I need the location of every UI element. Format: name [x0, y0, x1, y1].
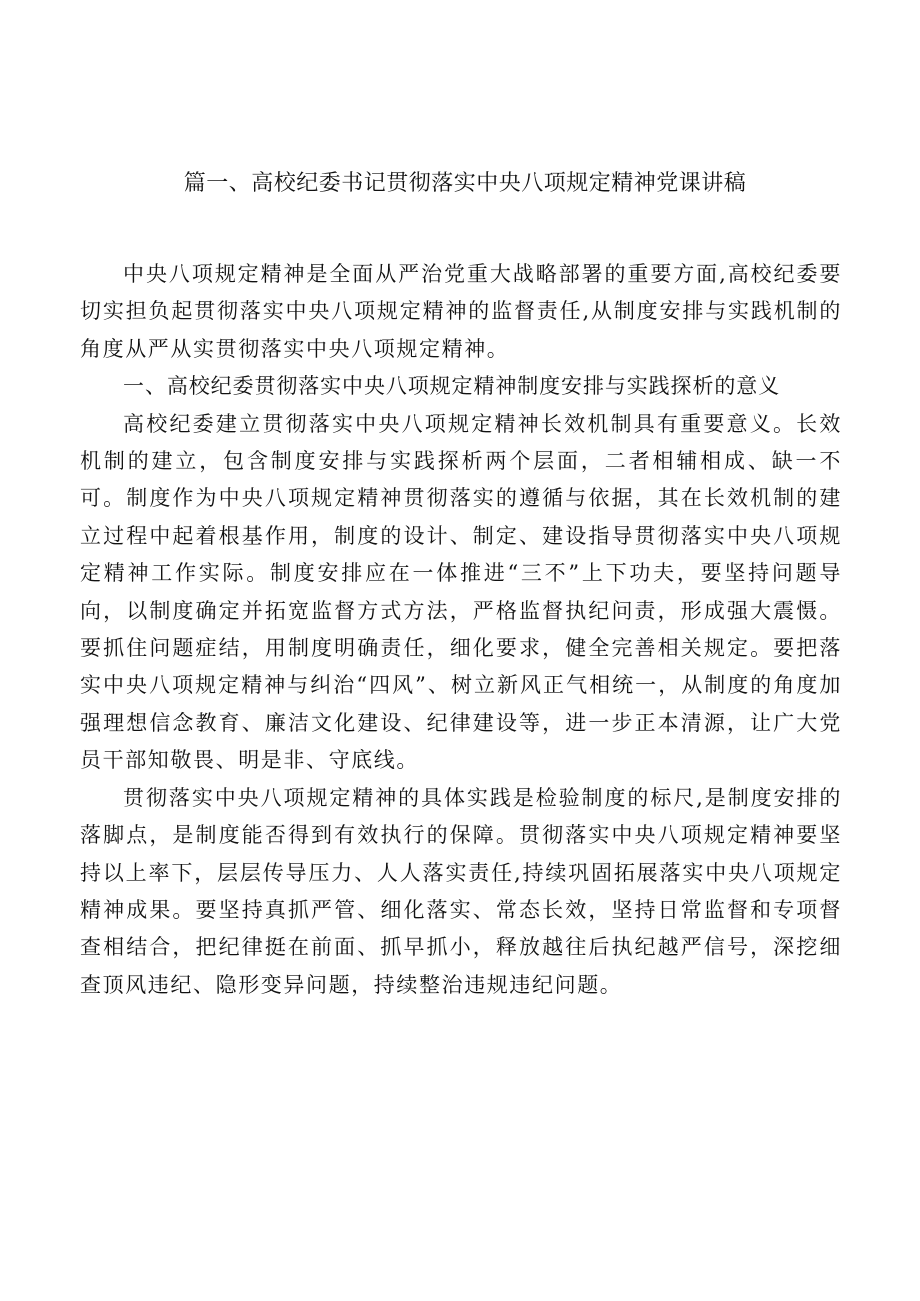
intro-paragraph: 中央八项规定精神是全面从严治党重大战略部署的重要方面,高校纪委要切实担负起贯彻落实中央八项规定精神的监督责任,从制度安排与实践机制的角度从严从实贯彻落实中央八项规定精神。 — [80, 262, 842, 361]
section-heading: 一、高校纪委贯彻落实中央八项规定精神制度安排与实践探析的意义 — [123, 374, 781, 399]
document-title: 篇一、高校纪委书记贯彻落实中央八项规定精神党课讲稿 — [183, 171, 747, 196]
body-paragraph: 贯彻落实中央八项规定精神的具体实践是检验制度的标尺,是制度安排的落脚点，是制度能否得到有效执行的保障。贯彻落实中央八项规定精神要坚持以上率下，层层传导压力、人人落实责任,持续巩固拓展落实中央八项规定精神成果。要坚持真抓严管、细化落实、常态长效，坚持日常监督和专项督查相结合，把纪律挺在前面、抓早抓小，释放越往后执纪越严信号，深挖细查顶风违纪、隐形变异问题，持续整治违规违纪问题。 — [80, 785, 842, 997]
document-body — [80, 256, 842, 1004]
body-paragraph: 高校纪委建立贯彻落实中央八项规定精神长效机制具有重要意义。长效机制的建立，包含制度安排与实践探析两个层面，二者相辅相成、缺一不可。制度作为中央八项规定精神贯彻落实的遵循与依据，其在长效机制的建立过程中起着根基作用，制度的设计、制定、建设指导贯彻落实中央八项规定精神工作实际。制度安排应在一体推进“三不”上下功夫，要坚持问题导向，以制度确定并拓宽监督方式方法，严格监督执纪问责，形成强大震慑。要抓住问题症结，用制度明确责任，细化要求，健全完善相关规定。要把落实中央八项规定精神与纠治“四风”、树立新风正气相统一，从制度的角度加强理想信念教育、廉洁文化建设、纪律建设等，进一步正本清源，让广大党员干部知敬畏、明是非、守底线。 — [80, 411, 842, 773]
